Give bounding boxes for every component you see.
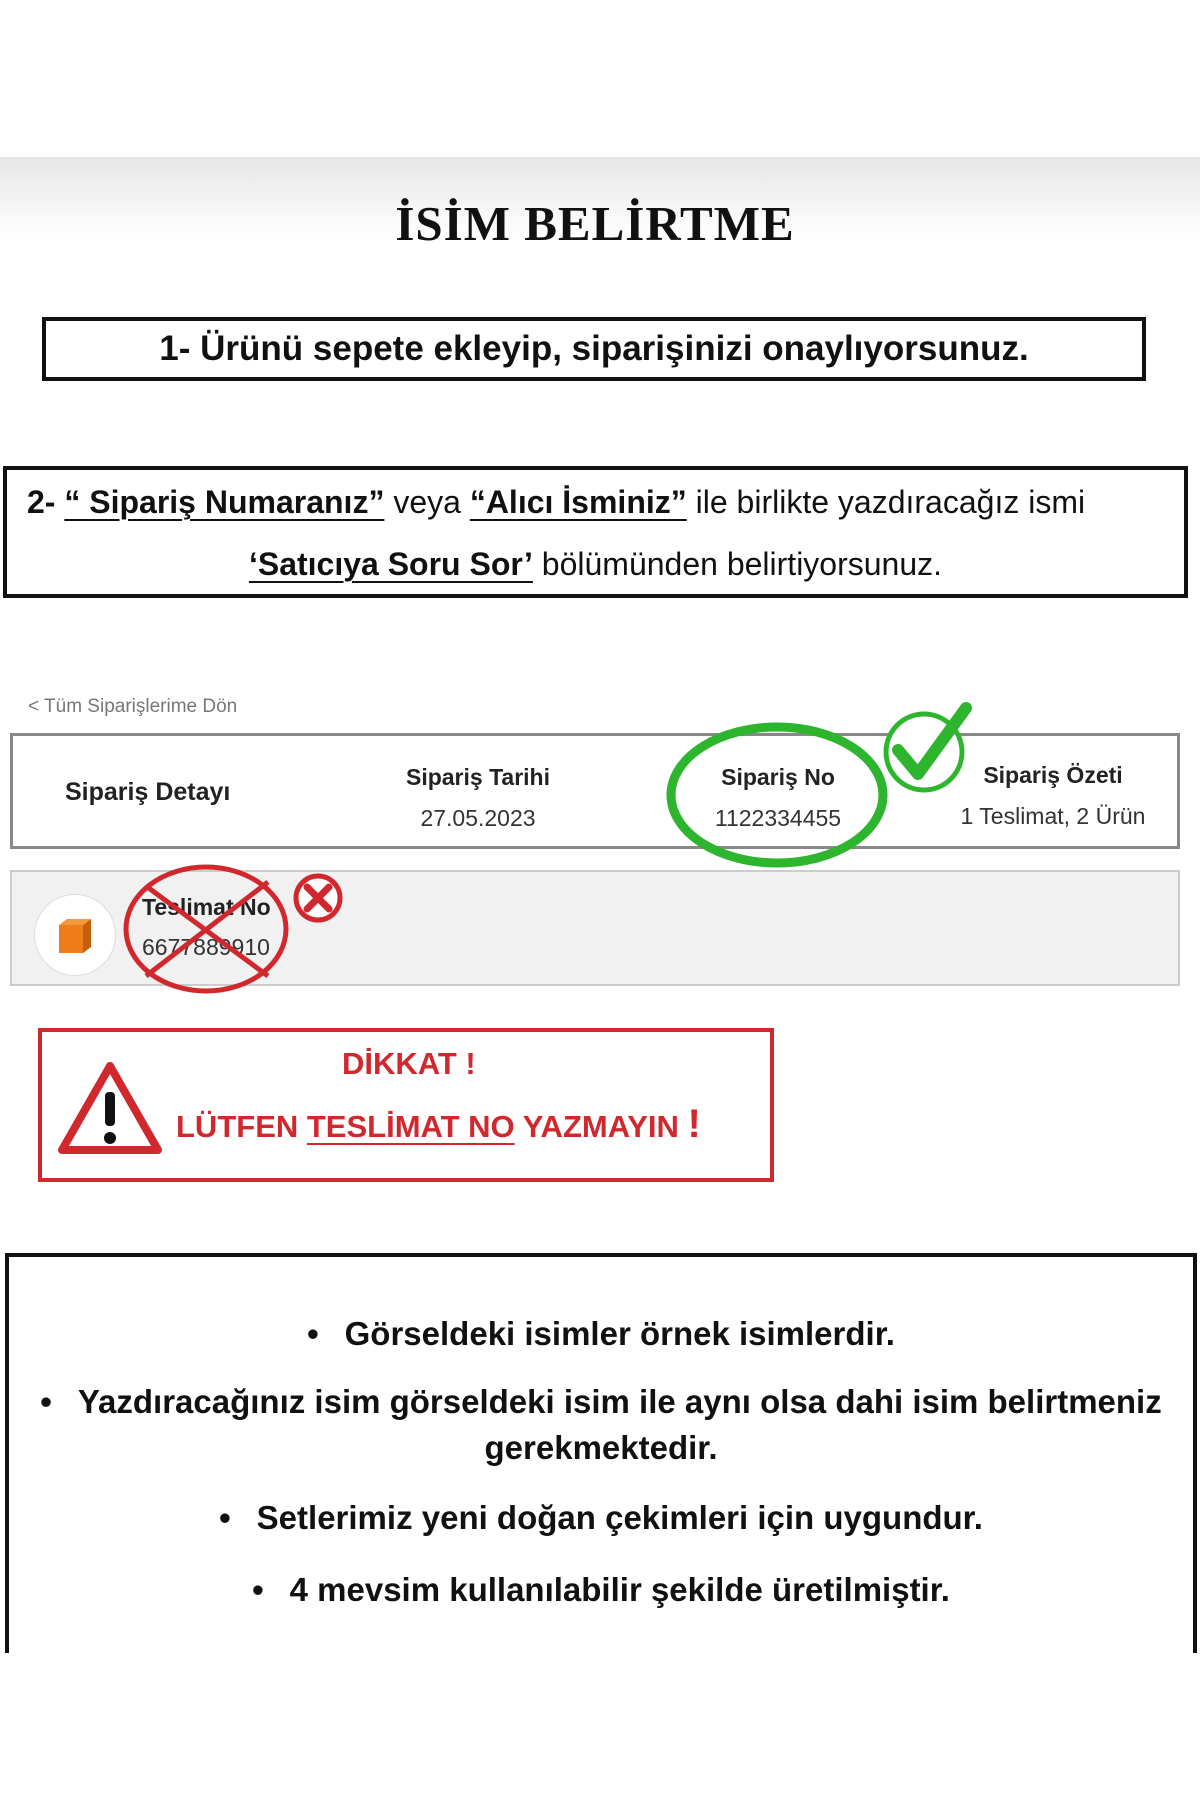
back-to-orders-link[interactable]: < Tüm Siparişlerime Dön — [28, 696, 238, 717]
warning-prefix: LÜTFEN — [176, 1109, 307, 1144]
order-number-label: “ Sipariş Numaranız” — [64, 484, 385, 520]
note-item: • Setlerimiz yeni doğan çekimleri için uygundur. — [219, 1499, 983, 1536]
warning-exclamation: ! — [687, 1102, 701, 1146]
step-1-text: 1- Ürünü sepete ekleyip, siparişinizi onaylıyorsunuz. — [159, 329, 1029, 368]
order-number-header: Sipariş No — [721, 764, 835, 790]
note-item: • Görseldeki isimler örnek isimlerdir. — [307, 1315, 895, 1352]
warning-title: DİKKAT ! — [342, 1046, 476, 1081]
order-date-label: Sipariş Tarihi — [405, 764, 550, 790]
warning-suffix: YAZMAYIN — [514, 1109, 688, 1144]
step-2-suffix: bölümünden belirtiyorsunuz. — [532, 546, 943, 582]
recipient-name-label: “Alıcı İsminiz” — [469, 484, 687, 520]
ask-seller-label: ‘Satıcıya Soru Sor’ — [248, 546, 533, 582]
check-mark-icon — [880, 700, 980, 796]
step-1-box — [42, 317, 1146, 381]
order-detail-card — [10, 733, 1180, 849]
order-summary-label: Sipariş Özeti — [983, 762, 1123, 788]
step-2-middle: ile birlikte yazdıracağız ismi — [686, 484, 1086, 520]
shipment-number-value: 6677889910 — [142, 934, 270, 960]
note-item: • 4 mevsim kullanılabilir şekilde üretilmiştir. — [252, 1571, 950, 1608]
package-icon — [35, 895, 115, 975]
note-item: • Yazdıracağınız isim görseldeki isim ile aynı olsa dahi isim belirtmeniz gerekmektedir. — [40, 1383, 1162, 1466]
step-2-box — [3, 466, 1188, 598]
warning-message — [176, 1102, 701, 1147]
warning-triangle-icon — [56, 1058, 164, 1158]
warning-box — [38, 1028, 774, 1182]
step-2-prefix: 2- — [27, 484, 65, 520]
step-2-line-1 — [27, 484, 1085, 521]
order-summary-value: 1 Teslimat, 2 Ürün — [960, 803, 1146, 829]
page-title: İSİM BELİRTME — [395, 196, 795, 251]
step-2-line-2 — [7, 546, 1184, 583]
package-avatar — [34, 894, 116, 976]
step-2-veya: veya — [384, 484, 470, 520]
red-x-icon — [290, 870, 346, 926]
notes-box — [5, 1253, 1197, 1653]
warning-underlined: TESLİMAT NO — [306, 1109, 515, 1144]
highlight-circle-icon — [662, 718, 892, 872]
order-detail-title: Sipariş Detayı — [65, 778, 231, 806]
order-date-value: 27.05.2023 — [420, 805, 536, 831]
order-number-value: 1122334455 — [714, 805, 842, 831]
shipment-number-label: Teslimat No — [142, 894, 271, 920]
order-date-cell — [373, 764, 583, 832]
crossed-out-mark-icon — [118, 858, 298, 1000]
